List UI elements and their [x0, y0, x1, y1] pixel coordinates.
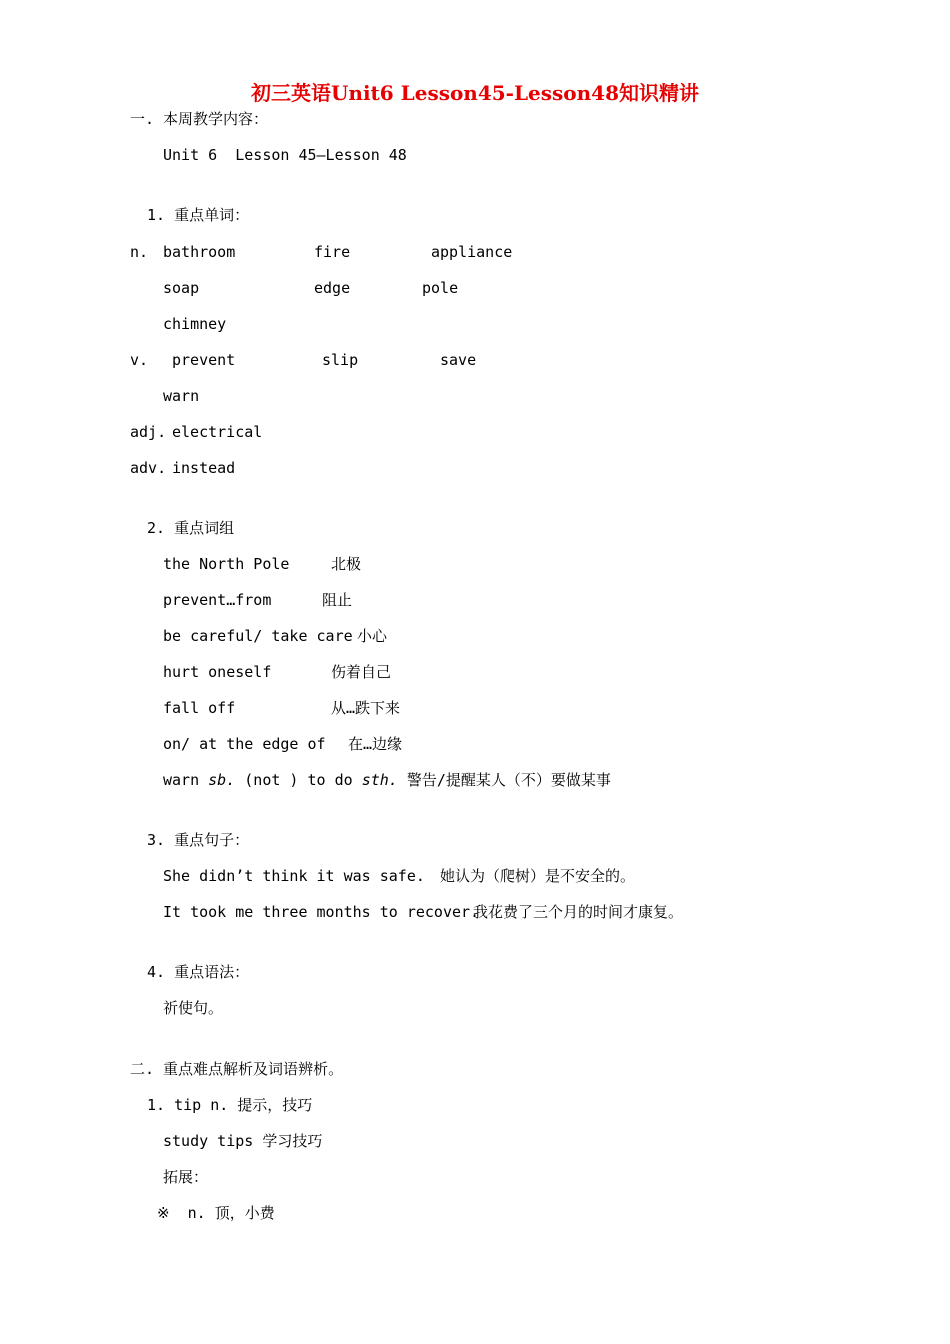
phrase-warn-sb: sb.	[208, 771, 236, 789]
sentence-english: It took me three months to recover.	[163, 903, 480, 921]
sentence-english: She didn’t think it was safe.	[163, 867, 425, 885]
analysis-example: study tips 学习技巧	[163, 1132, 323, 1150]
phrase-chinese: 伤着自己	[331, 663, 392, 681]
phrase-english: the North Pole	[163, 555, 290, 573]
phrase-chinese: 从…跌下来	[331, 699, 401, 717]
phrase-warn-sth: sth.	[361, 771, 398, 789]
phrase-english: hurt oneself	[163, 663, 272, 681]
phrase-chinese: 小心	[357, 627, 388, 645]
vocab-word: fire	[314, 243, 351, 261]
extension-note: ※ n. 顶，小费	[157, 1204, 275, 1222]
phrase-warn-part: (not ) to do	[235, 771, 362, 789]
vocab-heading: 1. 重点单词：	[147, 206, 250, 224]
phrases-heading: 2. 重点词组	[147, 519, 235, 537]
grammar-content: 祈使句。	[163, 999, 224, 1017]
phrase-warn	[163, 770, 611, 790]
extension-label: 拓展：	[163, 1168, 209, 1186]
vocab-word: appliance	[431, 243, 513, 261]
vocab-word: instead	[172, 459, 236, 477]
lesson-scope: Unit 6 Lesson 45—Lesson 48	[163, 146, 407, 164]
phrase-english: on/ at the edge of	[163, 735, 326, 753]
pos-label-noun: n.	[130, 243, 149, 261]
section2-heading: 二. 重点难点解析及词语辨析。	[130, 1060, 344, 1078]
vocab-word: slip	[322, 351, 359, 369]
phrase-chinese: 北极	[331, 555, 362, 573]
vocab-word: pole	[422, 279, 459, 297]
vocab-word: chimney	[163, 315, 227, 333]
vocab-word: edge	[314, 279, 351, 297]
phrase-warn-chinese: 警告/提醒某人（不）要做某事	[397, 771, 611, 789]
vocab-word: electrical	[172, 423, 263, 441]
vocab-word: soap	[163, 279, 200, 297]
phrase-chinese: 阻止	[322, 591, 353, 609]
phrase-warn-part: warn	[163, 771, 209, 789]
pos-label-adv: adv.	[130, 459, 167, 477]
pos-label-adj: adj.	[130, 423, 167, 441]
vocab-word: prevent	[172, 351, 236, 369]
vocab-word: save	[440, 351, 477, 369]
phrase-english: prevent…from	[163, 591, 272, 609]
section1-heading: 一. 本周教学内容：	[130, 110, 269, 128]
phrase-english: be careful/ take care	[163, 627, 353, 645]
phrase-english: fall off	[163, 699, 236, 717]
document-title: 初三英语Unit6 Lesson45-Lesson48知识精讲	[250, 81, 700, 105]
sentence-chinese: 她认为（爬树）是不安全的。	[440, 867, 636, 885]
vocab-word: warn	[163, 387, 200, 405]
grammar-heading: 4. 重点语法：	[147, 963, 250, 981]
analysis-item: 1. tip n. 提示，技巧	[147, 1096, 313, 1114]
phrase-chinese: 在…边缘	[348, 735, 403, 753]
sentence-chinese: 我花费了三个月的时间才康复。	[473, 903, 684, 921]
pos-label-verb: v.	[130, 351, 149, 369]
vocab-word: bathroom	[163, 243, 236, 261]
sentences-heading: 3. 重点句子：	[147, 831, 250, 849]
